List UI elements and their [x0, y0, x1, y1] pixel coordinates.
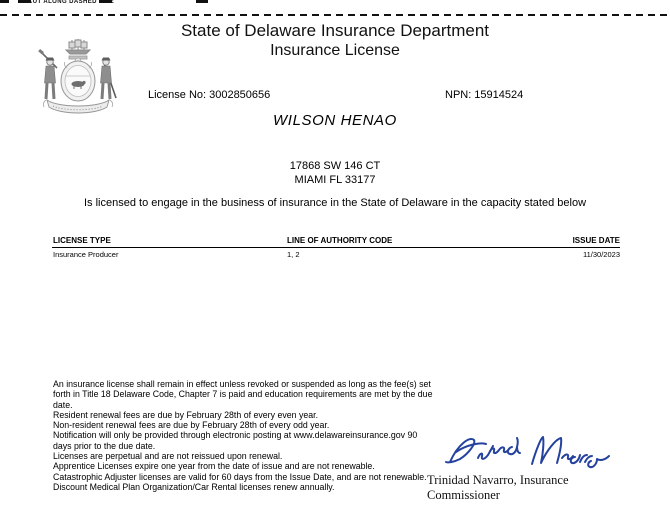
commissioner-name-title: Trinidad Navarro, Insurance Commissioner [427, 473, 575, 502]
document-title: State of Delaware Insurance Department [180, 21, 490, 40]
disclaimer-line: Apprentice Licenses expire one year from the date of issue and are not renewable. [53, 461, 375, 472]
licensee-name: WILSON HENAO [273, 112, 397, 129]
cut-along-dashed-line-label: CUT ALONG DASHED LINE [28, 0, 115, 5]
column-header-line-of-authority-code: LINE OF AUTHORITY CODE [287, 236, 393, 245]
clipped-print-mark [0, 0, 9, 3]
disclaimer-line: Resident renewal fees are due by February 28th of every even year. [53, 409, 319, 420]
licensee-address-line2: MIAMI FL 33177 [294, 174, 376, 186]
column-header-license-type: LICENSE TYPE [53, 236, 111, 245]
license-number-value: 3002850656 [209, 89, 271, 101]
dashed-cut-line [0, 14, 670, 16]
disclaimer-line: An insurance license shall remain in effect unless revoked or suspended as long as the fee(s) set forth in Title 18 Delaware Code, Chapter 7 is paid and education requirements are met by the due date. [53, 379, 433, 410]
license-number [148, 89, 270, 101]
disclaimer-line: Notification will only be provided through electronic posting at www.delawareinsurance.gov 90 days prior to the due date. [53, 430, 418, 451]
document-subtitle: Insurance License [270, 42, 400, 59]
line-of-authority-code-cell: 1, 2 [287, 250, 300, 259]
disclaimer-line: Licenses are perpetual and are not reissued upon renewal. [53, 451, 283, 462]
licensee-address-line1: 17868 SW 146 CT [289, 160, 381, 172]
disclaimer-text-block [53, 379, 437, 492]
clipped-print-mark [196, 0, 208, 3]
license-number-label: License No: [148, 89, 207, 101]
disclaimer-line: Discount Medical Plan Organization/Car Rental licenses renew annually. [53, 481, 335, 492]
capacity-statement: Is licensed to engage in the business of insurance in the State of Delaware in the capacity stated below [83, 197, 587, 209]
delaware-coat-of-arms-icon [33, 38, 123, 119]
issue-date-cell: 11/30/2023 [583, 250, 620, 259]
license-type-cell: Insurance Producer [53, 250, 119, 259]
disclaimer-line: Non-resident renewal fees are due by February 28th of every odd year. [53, 420, 330, 431]
npn [445, 89, 523, 101]
npn-label: NPN: [445, 89, 472, 101]
disclaimer-line: Catastrophic Adjuster licenses are valid for 60 days from the Issue Date, and are not renewable. [53, 471, 427, 482]
commissioner-signature-icon [440, 432, 620, 474]
table-header-rule [52, 247, 620, 248]
npn-value: 15914524 [474, 89, 524, 101]
column-header-issue-date: ISSUE DATE [572, 236, 620, 245]
